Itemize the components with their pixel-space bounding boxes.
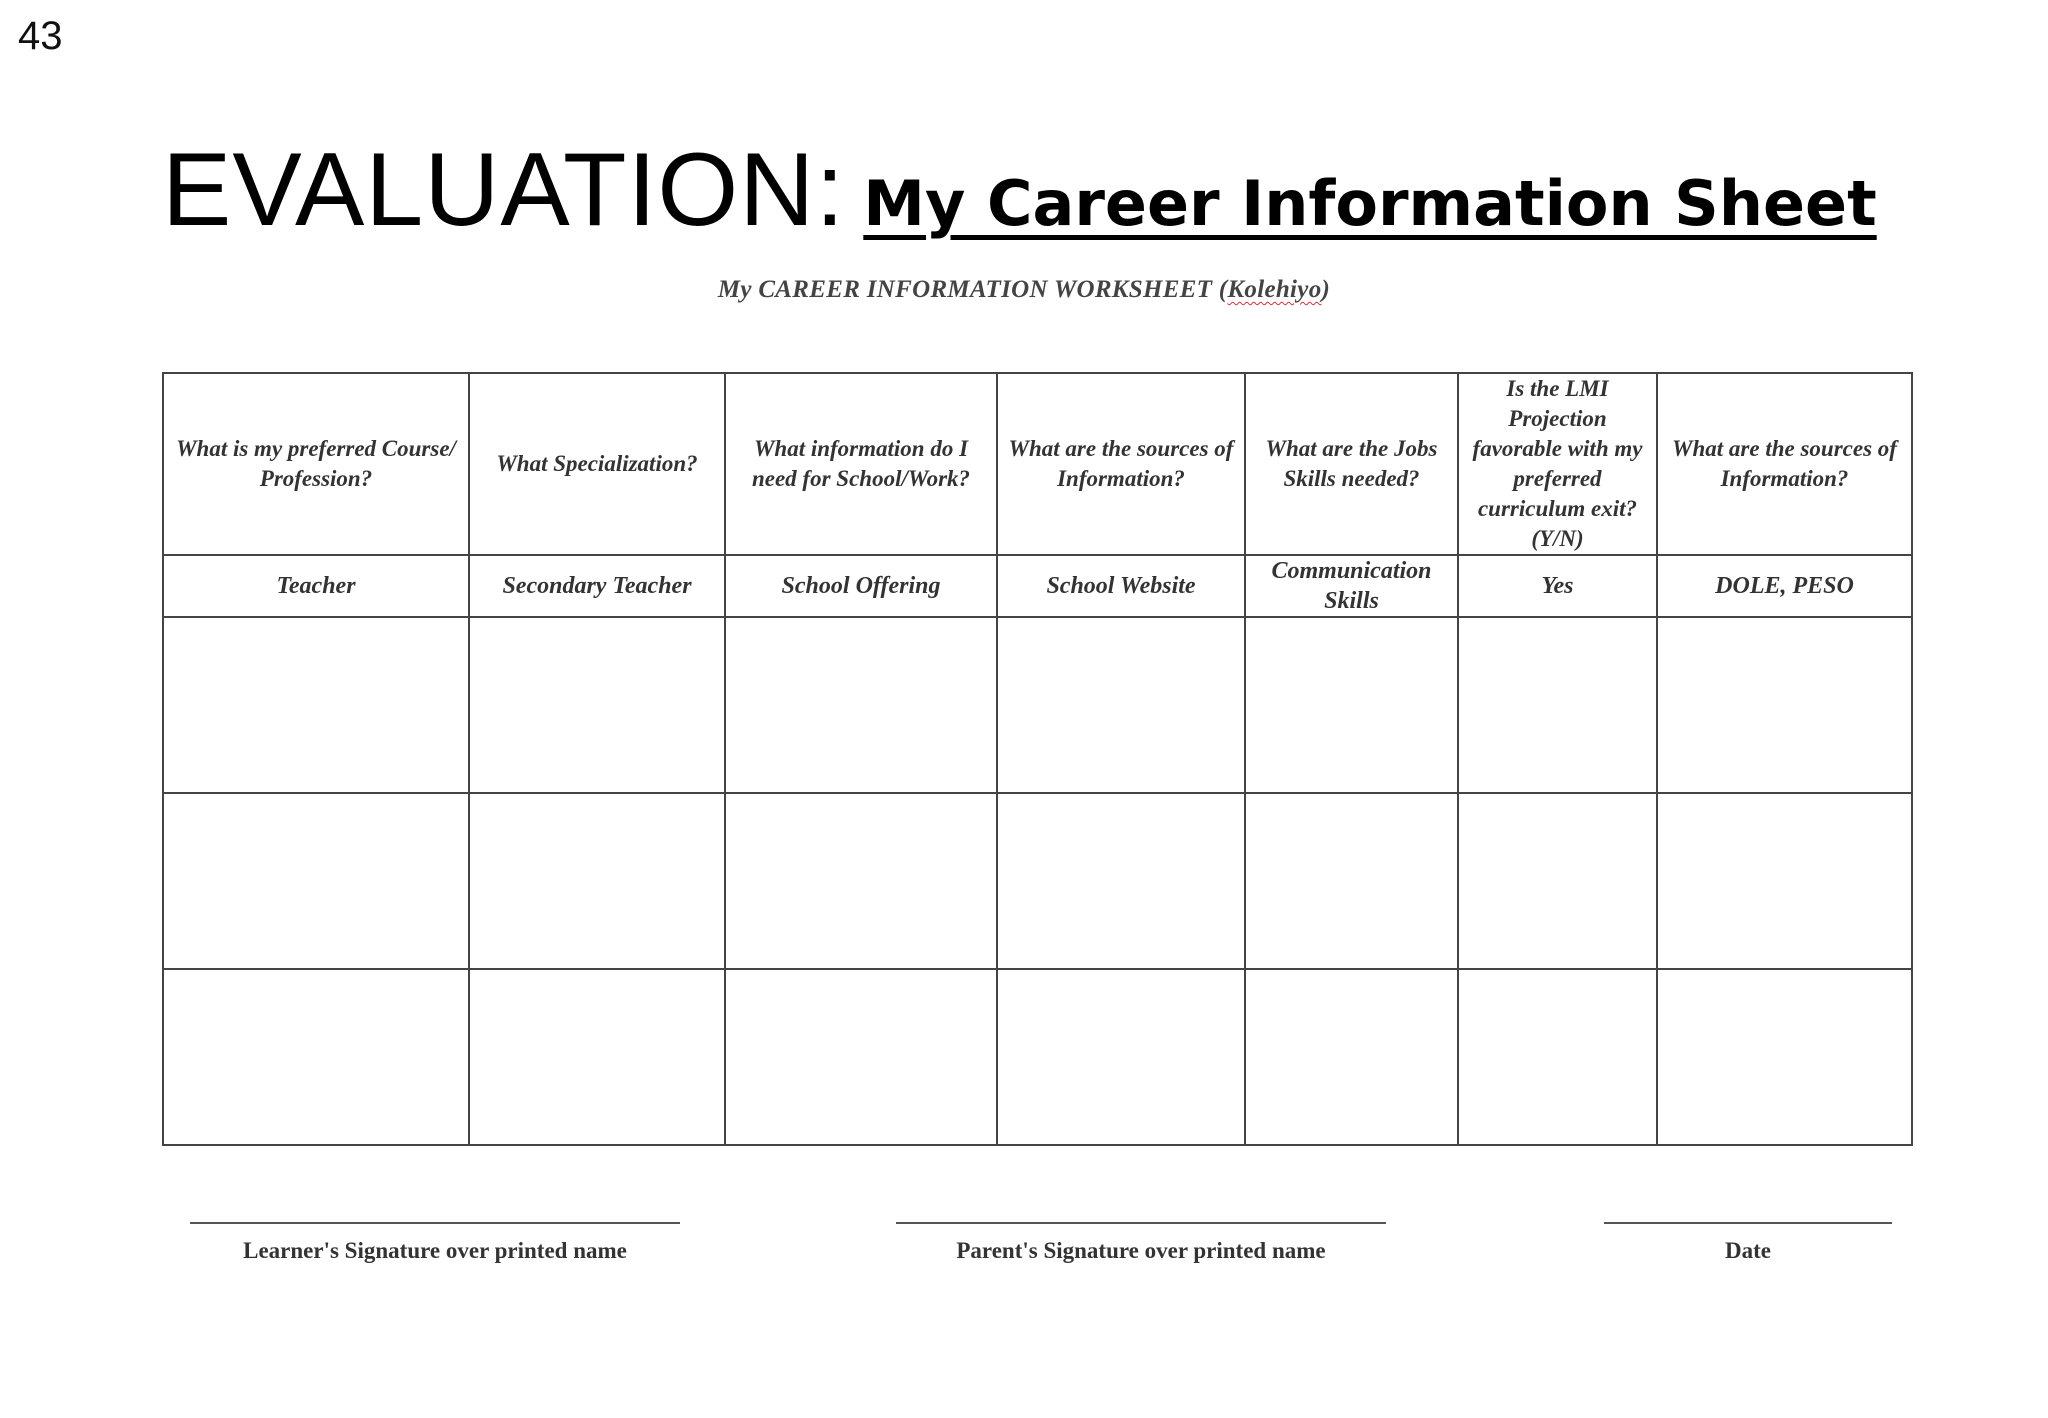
blank-cell[interactable] [1657, 969, 1912, 1145]
parent-signature-label: Parent's Signature over printed name [956, 1238, 1326, 1263]
blank-cell[interactable] [163, 617, 469, 793]
slide-number: 43 [18, 14, 63, 58]
title-subtitle: My Career Information Sheet [863, 167, 1877, 240]
header-cell: What information do I need for School/Work? [725, 373, 997, 555]
title-evaluation: EVALUATION: [162, 132, 846, 248]
blank-cell[interactable] [997, 793, 1245, 969]
parent-signature-line[interactable] [896, 1222, 1386, 1224]
header-cell: What is my preferred Course/ Profession? [163, 373, 469, 555]
blank-cell[interactable] [1245, 793, 1458, 969]
example-cell: Secondary Teacher [469, 555, 725, 617]
blank-cell[interactable] [725, 969, 997, 1145]
blank-cell[interactable] [163, 969, 469, 1145]
learner-signature-line[interactable] [190, 1222, 680, 1224]
header-cell: What are the sources of Information? [997, 373, 1245, 555]
worksheet-title [0, 276, 2048, 304]
header-cell: Is the LMI Projection favorable with my preferred curriculum exit? (Y/N) [1458, 373, 1657, 555]
blank-cell[interactable] [469, 617, 725, 793]
blank-cell[interactable] [469, 793, 725, 969]
header-cell: What are the Jobs Skills needed? [1245, 373, 1458, 555]
blank-cell[interactable] [1458, 793, 1657, 969]
blank-cell[interactable] [1458, 969, 1657, 1145]
example-cell: Yes [1458, 555, 1657, 617]
blank-cell[interactable] [1657, 617, 1912, 793]
blank-cell[interactable] [997, 969, 1245, 1145]
blank-cell[interactable] [1458, 617, 1657, 793]
example-cell: School Website [997, 555, 1245, 617]
date-line[interactable] [1604, 1222, 1892, 1224]
header-cell: What are the sources of Information? [1657, 373, 1912, 555]
blank-cell[interactable] [469, 969, 725, 1145]
worksheet-title-word: Kolehiyo [1227, 276, 1322, 303]
example-cell: School Offering [725, 555, 997, 617]
career-worksheet-table [162, 372, 1913, 1146]
blank-cell[interactable] [1245, 969, 1458, 1145]
page-title [162, 132, 1877, 248]
learner-signature-block [190, 1222, 680, 1264]
blank-row [163, 793, 1912, 969]
worksheet-title-suffix: ) [1321, 276, 1331, 303]
blank-cell[interactable] [725, 793, 997, 969]
example-row [163, 555, 1912, 617]
blank-cell[interactable] [997, 617, 1245, 793]
parent-signature-block [896, 1222, 1386, 1264]
blank-cell[interactable] [725, 617, 997, 793]
example-cell: Communication Skills [1245, 555, 1458, 617]
blank-cell[interactable] [1245, 617, 1458, 793]
learner-signature-label: Learner's Signature over printed name [243, 1238, 627, 1263]
worksheet-title-prefix: My CAREER INFORMATION WORKSHEET ( [717, 276, 1228, 303]
date-block [1604, 1222, 1892, 1264]
example-cell: Teacher [163, 555, 469, 617]
table-header-row [163, 373, 1912, 555]
date-label: Date [1725, 1238, 1771, 1263]
blank-row [163, 969, 1912, 1145]
example-cell: DOLE, PESO [1657, 555, 1912, 617]
blank-row [163, 617, 1912, 793]
header-cell: What Specialization? [469, 373, 725, 555]
blank-cell[interactable] [163, 793, 469, 969]
blank-cell[interactable] [1657, 793, 1912, 969]
